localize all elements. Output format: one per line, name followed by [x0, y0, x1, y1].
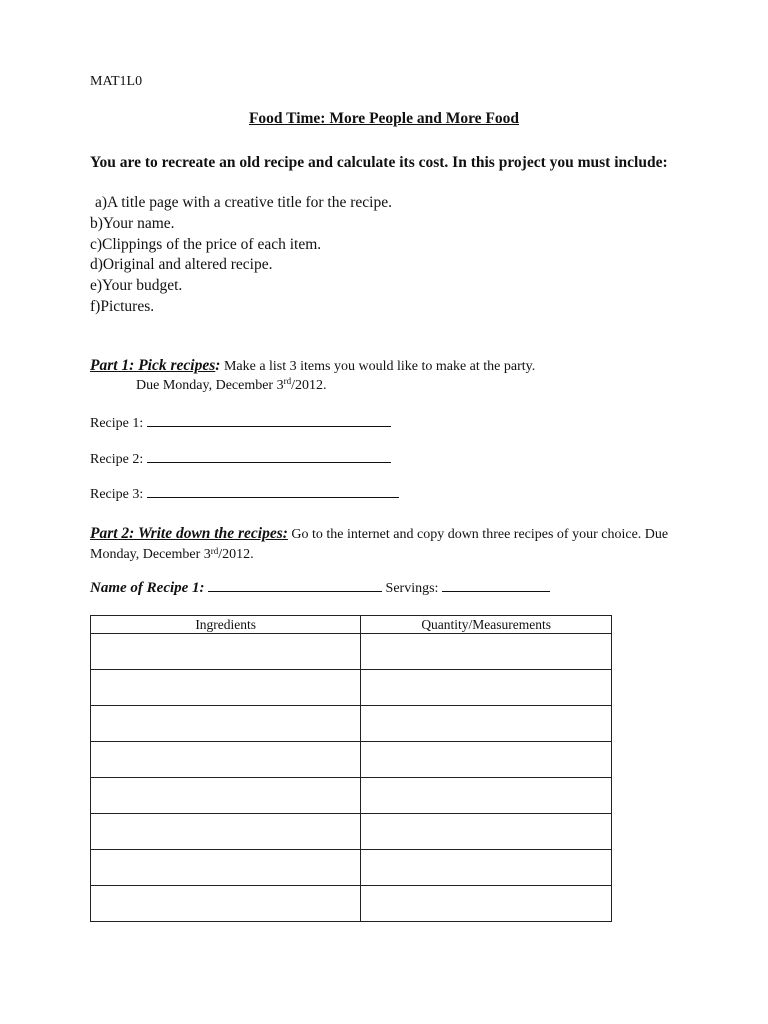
ingredient-cell[interactable]: [91, 742, 361, 778]
document-title: Food Time: More People and More Food: [248, 110, 520, 127]
ingredient-cell[interactable]: [91, 634, 361, 670]
recipe-3-label: Recipe 3:: [90, 487, 144, 502]
part2-heading: Part 2: Write down the recipes:: [90, 525, 288, 542]
recipe-3-line: [90, 484, 399, 503]
quantity-cell[interactable]: [361, 670, 612, 706]
table-row: [91, 634, 612, 670]
requirement-item: c)Clippings of the price of each item.: [90, 235, 322, 253]
requirement-item: e)Your budget.: [90, 277, 183, 295]
part2-due-suffix: /2012.: [218, 547, 254, 562]
recipe-2-line: [90, 449, 391, 468]
requirement-item: d)Original and altered recipe.: [90, 256, 273, 274]
ingredient-cell[interactable]: [91, 778, 361, 814]
ingredient-cell[interactable]: [91, 706, 361, 742]
table-row: [91, 850, 612, 886]
table-header-row: [91, 616, 612, 634]
table-row: [91, 706, 612, 742]
part2-paragraph: [90, 524, 680, 564]
quantity-cell[interactable]: [361, 886, 612, 922]
quantity-cell[interactable]: [361, 742, 612, 778]
part2-instruction: Go to the internet and copy down three recipes of your choice. Due Monday, December 3: [90, 527, 669, 562]
ingredient-cell[interactable]: [91, 670, 361, 706]
recipe-2-label: Recipe 2:: [90, 452, 144, 467]
recipe-name-blank[interactable]: [208, 578, 382, 592]
requirement-item: a)A title page with a creative title for the recipe.: [95, 194, 392, 211]
quantity-cell[interactable]: [361, 634, 612, 670]
table-row: [91, 778, 612, 814]
recipe-3-blank[interactable]: [147, 484, 399, 498]
course-code: MAT1L0: [90, 74, 143, 89]
intro-text: You are to recreate an old recipe and calculate its cost. In this project you must include:: [90, 154, 668, 171]
ingredients-column-header: Ingredients: [91, 616, 361, 634]
recipe-1-label: Recipe 1:: [90, 416, 144, 431]
quantity-cell[interactable]: [361, 850, 612, 886]
quantity-cell[interactable]: [361, 814, 612, 850]
ingredients-table: [90, 615, 612, 922]
recipe-name-line: [90, 578, 550, 597]
servings-label: Servings:: [385, 581, 439, 596]
table-body: [91, 634, 612, 922]
table-row: [91, 886, 612, 922]
requirement-item: b)Your name.: [90, 214, 175, 232]
part1-due-suffix: /2012.: [291, 378, 327, 393]
ingredient-cell[interactable]: [91, 850, 361, 886]
part1-instruction: Make a list 3 items you would like to make at the party.: [220, 359, 536, 374]
quantity-cell[interactable]: [361, 778, 612, 814]
part1-line: [90, 357, 535, 375]
requirements-list: [90, 193, 392, 318]
part1-due-date: [136, 378, 327, 394]
table-row: [91, 670, 612, 706]
part1-due-prefix: Due Monday, December 3: [136, 378, 284, 393]
recipe-1-blank[interactable]: [147, 413, 391, 427]
recipe-name-label: Name of Recipe 1:: [90, 580, 205, 596]
ingredient-cell[interactable]: [91, 814, 361, 850]
part2-due-sup: rd: [210, 546, 219, 556]
ingredient-cell[interactable]: [91, 886, 361, 922]
part1-due-sup: rd: [283, 376, 292, 386]
table-row: [91, 742, 612, 778]
quantity-cell[interactable]: [361, 706, 612, 742]
part1-heading: Part 1: Pick recipes: [90, 357, 216, 374]
servings-blank[interactable]: [442, 578, 550, 592]
recipe-1-line: [90, 413, 391, 432]
part1-colon: :: [215, 357, 221, 374]
quantity-column-header: Quantity/Measurements: [361, 616, 612, 634]
recipe-2-blank[interactable]: [147, 449, 391, 463]
requirement-item: f)Pictures.: [90, 297, 155, 315]
table-row: [91, 814, 612, 850]
